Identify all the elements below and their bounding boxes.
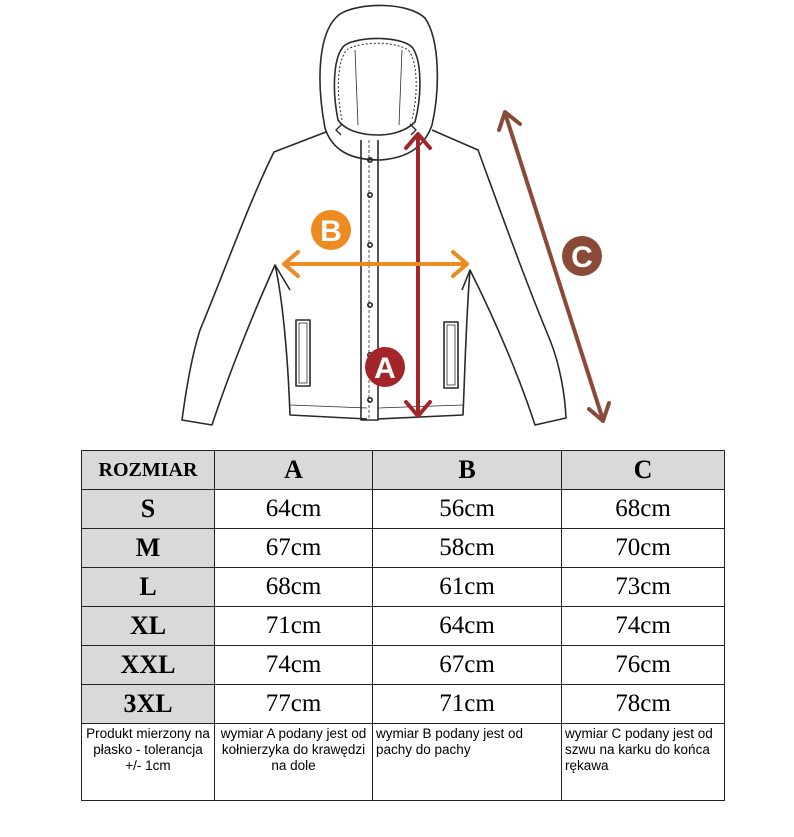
value-a-cell: 71cm [215, 607, 373, 646]
left-pocket [296, 320, 310, 386]
value-a-cell: 67cm [215, 529, 373, 568]
header-size: ROZMIAR [82, 451, 215, 490]
header-c: C [562, 451, 725, 490]
hood-inner [334, 38, 420, 135]
left-sleeve [182, 132, 326, 425]
value-b-cell: 58cm [373, 529, 562, 568]
header-a: A [215, 451, 373, 490]
note-tolerance: Produkt mierzony na płasko - tolerancja +/- 1cm [82, 724, 215, 801]
note-a: wymiar A podany jest od kołnierzyka do krawędzi na dole [215, 724, 373, 801]
table-header-row [82, 451, 725, 490]
label-c: C [571, 241, 593, 274]
size-cell: S [82, 490, 215, 529]
label-b: B [320, 215, 342, 248]
value-c-cell: 74cm [562, 607, 725, 646]
size-cell: M [82, 529, 215, 568]
body-right [378, 270, 470, 419]
size-cell: L [82, 568, 215, 607]
value-a-cell: 74cm [215, 646, 373, 685]
value-c-cell: 76cm [562, 646, 725, 685]
value-a-cell: 77cm [215, 685, 373, 724]
value-b-cell: 64cm [373, 607, 562, 646]
value-b-cell: 61cm [373, 568, 562, 607]
value-c-cell: 70cm [562, 529, 725, 568]
badge-b [311, 210, 351, 250]
value-c-cell: 78cm [562, 685, 725, 724]
value-c-cell: 73cm [562, 568, 725, 607]
arrow-b [284, 252, 467, 276]
label-a: A [374, 352, 396, 385]
badge-a [365, 347, 405, 387]
table-row [82, 607, 725, 646]
value-a-cell: 68cm [215, 568, 373, 607]
badge-c [562, 236, 602, 276]
table-row [82, 685, 725, 724]
right-pocket [444, 322, 458, 388]
value-a-cell: 64cm [215, 490, 373, 529]
table-row [82, 568, 725, 607]
note-b: wymiar B podany jest od pachy do pachy [373, 724, 562, 801]
value-b-cell: 56cm [373, 490, 562, 529]
value-b-cell: 67cm [373, 646, 562, 685]
value-c-cell: 68cm [562, 490, 725, 529]
notes-row [82, 724, 725, 801]
size-table [81, 450, 725, 801]
note-c: wymiar C podany jest od szwu na karku do końca rękawa [562, 724, 725, 801]
header-b: B [373, 451, 562, 490]
table-row [82, 529, 725, 568]
table-row [82, 490, 725, 529]
table-row [82, 646, 725, 685]
size-cell: XL [82, 607, 215, 646]
arrow-a [406, 134, 430, 416]
value-b-cell: 71cm [373, 685, 562, 724]
size-cell: XXL [82, 646, 215, 685]
size-cell: 3XL [82, 685, 215, 724]
